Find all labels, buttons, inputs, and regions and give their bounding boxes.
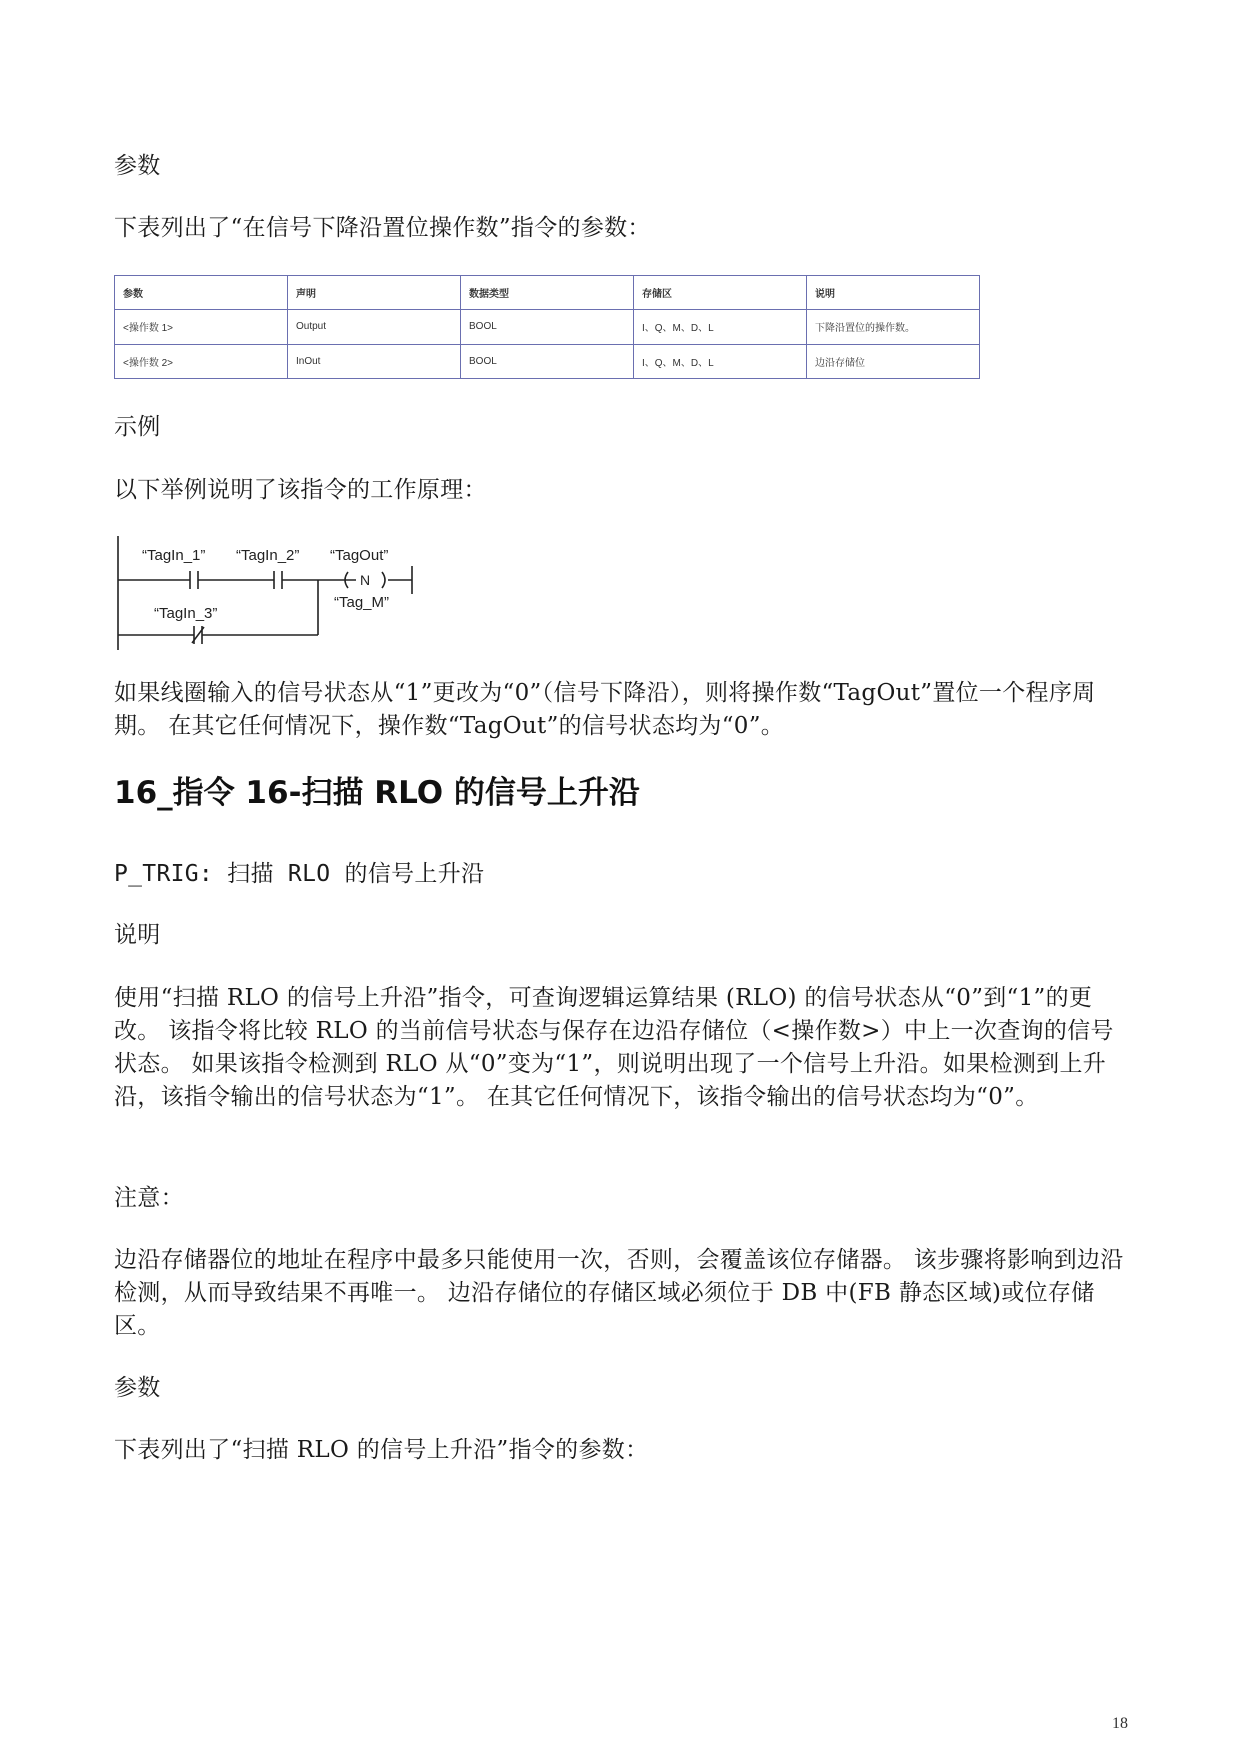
table-cell: InOut [288,344,461,379]
example-explanation: 如果线圈输入的信号状态从“1”更改为“0”（信号下降沿），则将操作数“TagOut”置位一个程序周期。 在其它任何情况下，操作数“TagOut”的信号状态均为“0”。 [114,680,1096,739]
table-row [115,344,980,379]
tag-label-tagin2: “TagIn_2” [236,547,300,564]
coil-type-label: N [359,572,371,588]
ptrig-line: P_TRIG: 扫描 RLO 的信号上升沿 [114,861,485,887]
table-cell: 下降沿置位的操作数。 [807,310,980,345]
note-text: 边沿存储器位的地址在程序中最多只能使用一次，否则，会覆盖该位存储器。 该步骤将影响到边沿检测，从而导致结果不再唯一。 边沿存储位的存储区域必须位于 DB 中(FB 静态区域)或位存储区。 [114,1247,1124,1339]
table-cell: I、Q、M、D、L [634,310,807,345]
params-heading-2: 参数 [114,1375,161,1401]
tag-label-tagin3: “TagIn_3” [154,605,218,622]
chapter-title: 16_指令 16-扫描 RLO 的信号上升沿 [114,775,640,811]
table-cell: <操作数 2> [115,344,288,379]
tag-label-tagm: “Tag_M” [334,594,390,611]
coil-right-arc [382,572,385,588]
ladder-diagram [112,530,422,652]
example-heading: 示例 [114,414,161,440]
tag-label-tagout: “TagOut” [330,547,389,564]
description-heading: 说明 [114,922,161,948]
description-text: 使用“扫描 RLO 的信号上升沿”指令，可查询逻辑运算结果 (RLO) 的信号状态从“0”到“1”的更改。 该指令将比较 RLO 的当前信号状态与保存在边沿存储位（<操作数>）中上一次查询的信号状态。 如果该指令检测到 RLO 从“0”变为“1”，则说明出现了一个信号上升沿。如果检测到上升沿，该指令输出的信号状态为“1”。 在其它任何情况下，该指令输出的信号状态均为“0”。 [114,985,1114,1110]
page-number: 18 [1112,1715,1128,1732]
params-heading: 参数 [114,153,161,179]
example-intro: 以下举例说明了该指令的工作原理： [114,477,487,503]
tag-label-tagin1: “TagIn_1” [142,547,206,564]
table-header-cell: 参数 [115,276,288,310]
table-cell: 边沿存储位 [807,344,980,379]
table-row [115,310,980,345]
table-cell: BOOL [461,310,634,345]
table-header-cell: 存储区 [634,276,807,310]
table-header-cell: 说明 [807,276,980,310]
table-cell: I、Q、M、D、L [634,344,807,379]
table-header-cell: 数据类型 [461,276,634,310]
parameter-table [114,275,980,379]
params-intro: 下表列出了“在信号下降沿置位操作数”指令的参数： [114,215,651,241]
table-cell: <操作数 1> [115,310,288,345]
table-cell: BOOL [461,344,634,379]
table-header-cell: 声明 [288,276,461,310]
params-intro-2: 下表列出了“扫描 RLO 的信号上升沿”指令的参数： [114,1437,649,1463]
table-cell: Output [288,310,461,345]
note-heading: 注意： [114,1185,184,1211]
table-header-row [115,276,980,310]
